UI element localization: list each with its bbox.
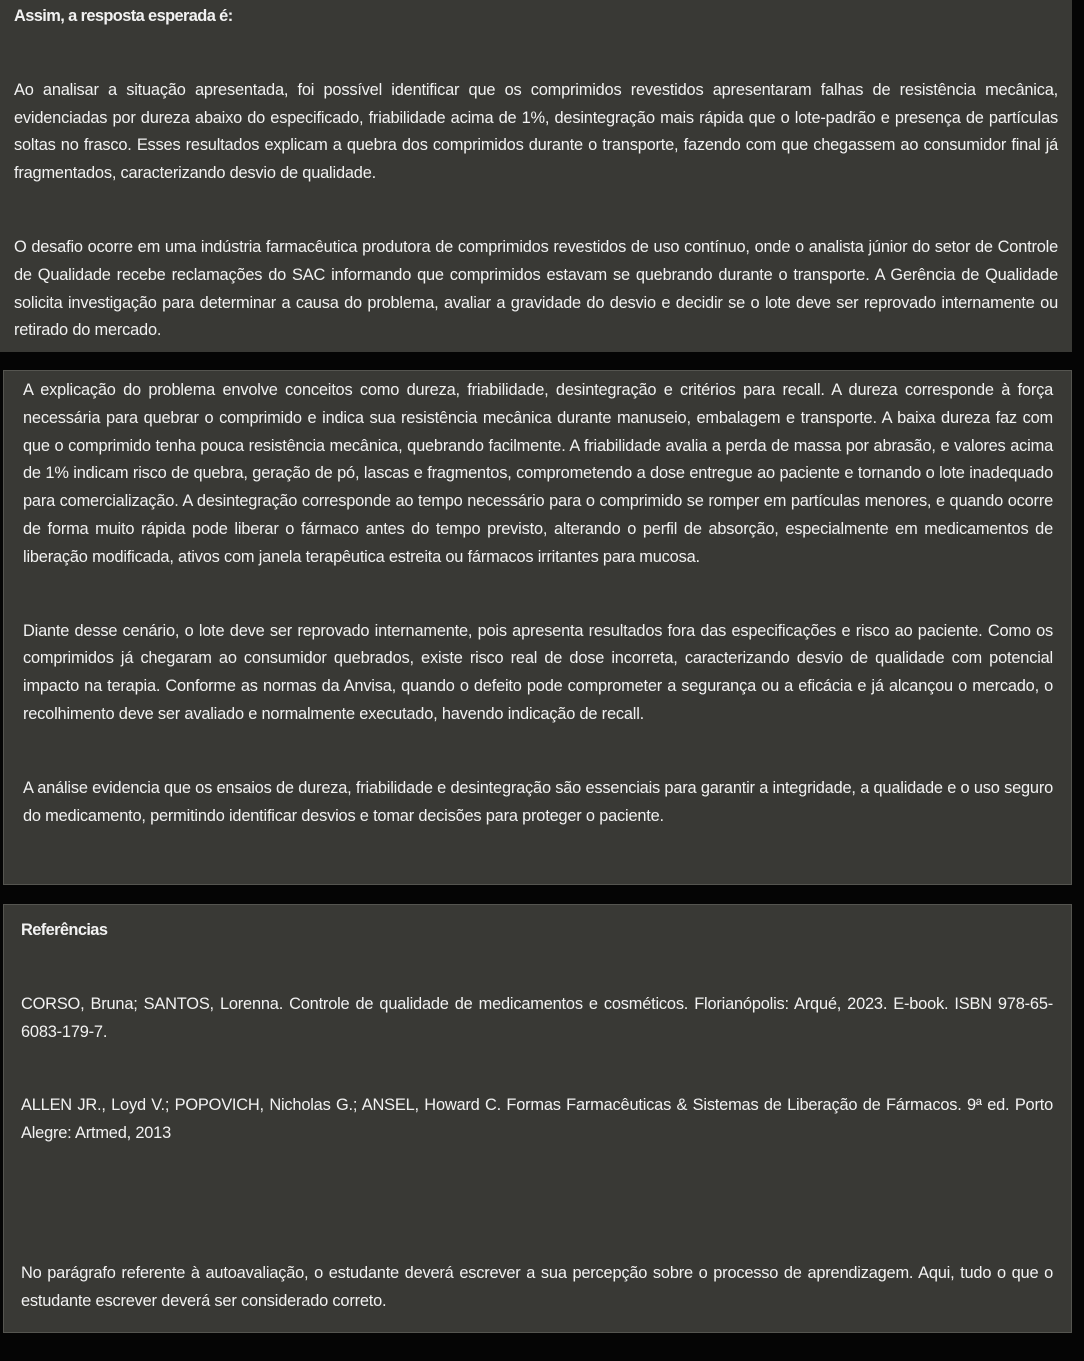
expected-answer-heading: Assim, a resposta esperada é: bbox=[14, 7, 233, 25]
conclusion-paragraph: A análise evidencia que os ensaios de dureza, friabilidade e desintegração são essenciais para garantir a integridade, a qualidade e o uso seguro do medicamento, permitindo identificar desvios e tomar decisões para proteger o paciente. bbox=[23, 778, 1053, 825]
concepts-paragraph: A explicação do problema envolve conceitos como dureza, friabilidade, desintegração e critérios para recall. A dureza corresponde à força necessária para quebrar o comprimido e indica sua resistência mecânica durante manuseio, embalagem e transporte. A baixa dureza faz com que o comprimido tenha pouca resistência mecânica, quebrando facilmente. A friabilidade avalia a perda de massa por abrasão, e valores acima de 1% indicam risco de quebra, geração de pó, lascas e fragmentos, comprometendo a dose entregue ao paciente e tornando o lote inadequado para comercialização. A desintegração corresponde ao tempo necessário para o comprimido se romper em partículas menores, e quando ocorre de forma muito rápida pode liberar o fármaco antes do tempo previsto, alterando o perfil de absorção, especialmente em medicamentos de liberação modificada, ativos com janela terapêutica estreita ou fármacos irritantes para mucosa. bbox=[23, 381, 1053, 566]
challenge-paragraph: O desafio ocorre em uma indústria farmacêutica produtora de comprimidos revestidos de uso contínuo, onde o analista júnior do setor de Controle de Qualidade recebe reclamações do SAC informando que comprimidos estavam se quebrando durante o transporte. A Gerência de Qualidade solicita investigação para determinar a causa do problema, avaliar a gravidade do desvio e decidir se o lote deve ser reprovado internamente ou retirado do mercado. bbox=[14, 237, 1058, 340]
answer-panel bbox=[0, 0, 1072, 352]
explanation-panel bbox=[3, 370, 1072, 885]
references-heading: Referências bbox=[21, 921, 108, 939]
references-panel bbox=[3, 904, 1072, 1333]
reference-item: ALLEN JR., Loyd V.; POPOVICH, Nicholas G.; ANSEL, Howard C. Formas Farmacêuticas & Sistemas de Liberação de Fármacos. 9ª ed. Porto Alegre: Artmed, 2013 bbox=[21, 1096, 1053, 1143]
self-assessment-note: No parágrafo referente à autoavaliação, o estudante deverá escrever a sua percepção sobre o processo de aprendizagem. Aqui, tudo o que o estudante escrever deverá ser considerado correto. bbox=[21, 1263, 1053, 1310]
decision-paragraph: Diante desse cenário, o lote deve ser reprovado internamente, pois apresenta resultados fora das especificações e risco ao paciente. Como os comprimidos já chegaram ao consumidor quebrados, existe risco real de dose incorreta, caracterizando desvio de qualidade com potencial impacto na terapia. Conforme as normas da Anvisa, quando o defeito pode comprometer a segurança ou a eficácia e já alcançou o mercado, o recolhimento deve ser avaliado e normalmente executado, havendo indicação de recall. bbox=[23, 621, 1053, 723]
reference-item: CORSO, Bruna; SANTOS, Lorenna. Controle de qualidade de medicamentos e cosméticos. Florianópolis: Arqué, 2023. E-book. ISBN 978-65-6083-179-7. bbox=[21, 994, 1053, 1041]
analysis-paragraph: Ao analisar a situação apresentada, foi possível identificar que os comprimidos revestidos apresentaram falhas de resistência mecânica, evidenciadas por dureza abaixo do especificado, friabilidade acima de 1%, desintegração mais rápida que o lote-padrão e presença de partículas soltas no frasco. Esses resultados explicam a quebra dos comprimidos durante o transporte, fazendo com que chegassem ao consumidor final já fragmentados, caracterizando desvio de qualidade. bbox=[14, 80, 1058, 183]
